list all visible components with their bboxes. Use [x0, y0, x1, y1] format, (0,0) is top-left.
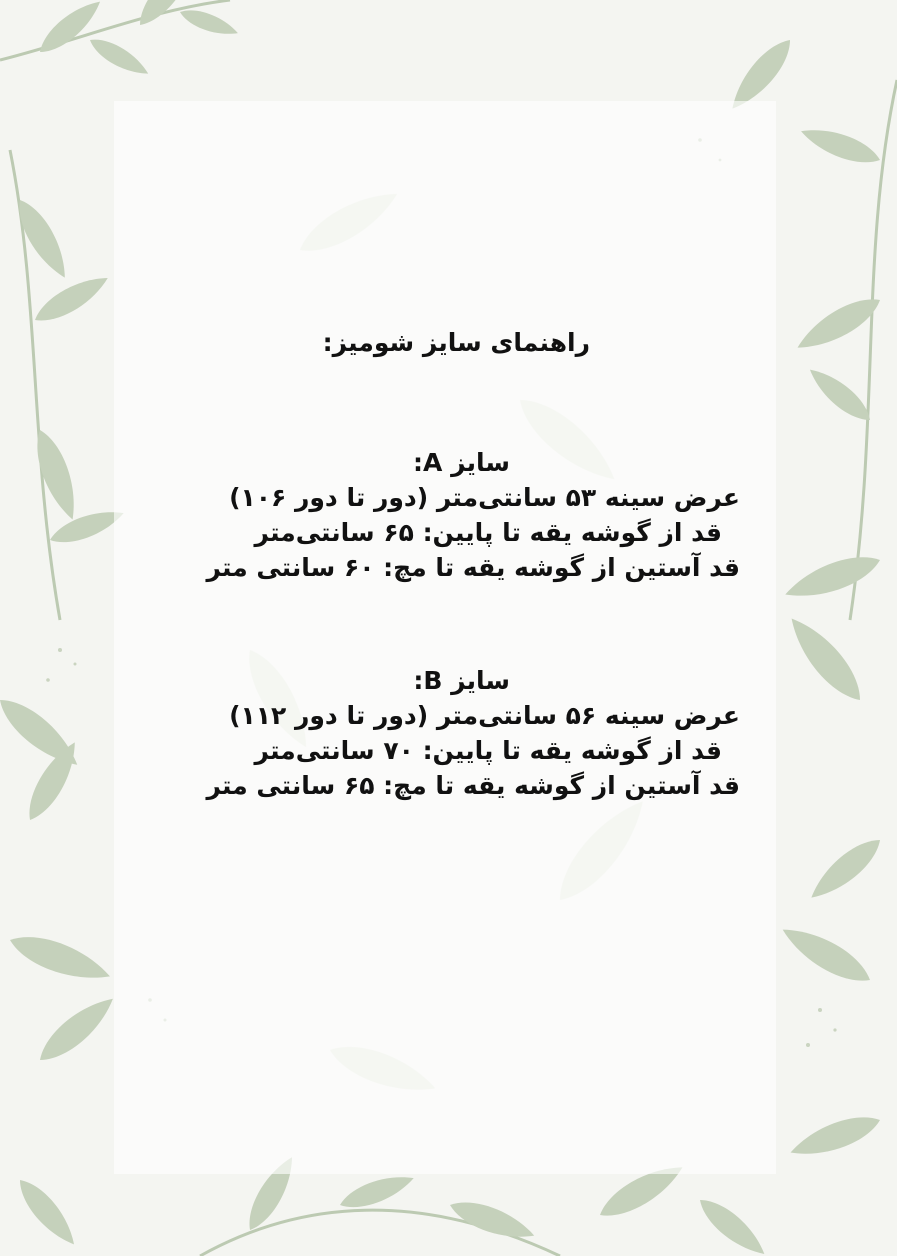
size-a-sleeve: قد آستین از گوشه یقه تا مچ: ۶۰ سانتی متر: [206, 553, 740, 582]
size-guide: [150, 325, 740, 803]
size-b-chest: عرض سینه ۵۶ سانتی‌متر (دور تا دور ۱۱۲): [229, 701, 740, 730]
size-a-length: قد از گوشه یقه تا پایین: ۶۵ سانتی‌متر: [254, 518, 722, 547]
size-b-length: قد از گوشه یقه تا پایین: ۷۰ سانتی‌متر: [254, 736, 722, 765]
size-a-heading: سایز A:: [413, 448, 510, 477]
page-title: راهنمای سایز شومیز:: [322, 328, 590, 357]
size-a-chest: عرض سینه ۵۳ سانتی‌متر (دور تا دور ۱۰۶): [229, 483, 740, 512]
size-b-section: [150, 663, 740, 803]
size-b-sleeve: قد آستین از گوشه یقه تا مچ: ۶۵ سانتی متر: [206, 771, 740, 800]
size-b-heading: سایز B:: [413, 666, 510, 695]
size-a-section: [150, 445, 740, 585]
